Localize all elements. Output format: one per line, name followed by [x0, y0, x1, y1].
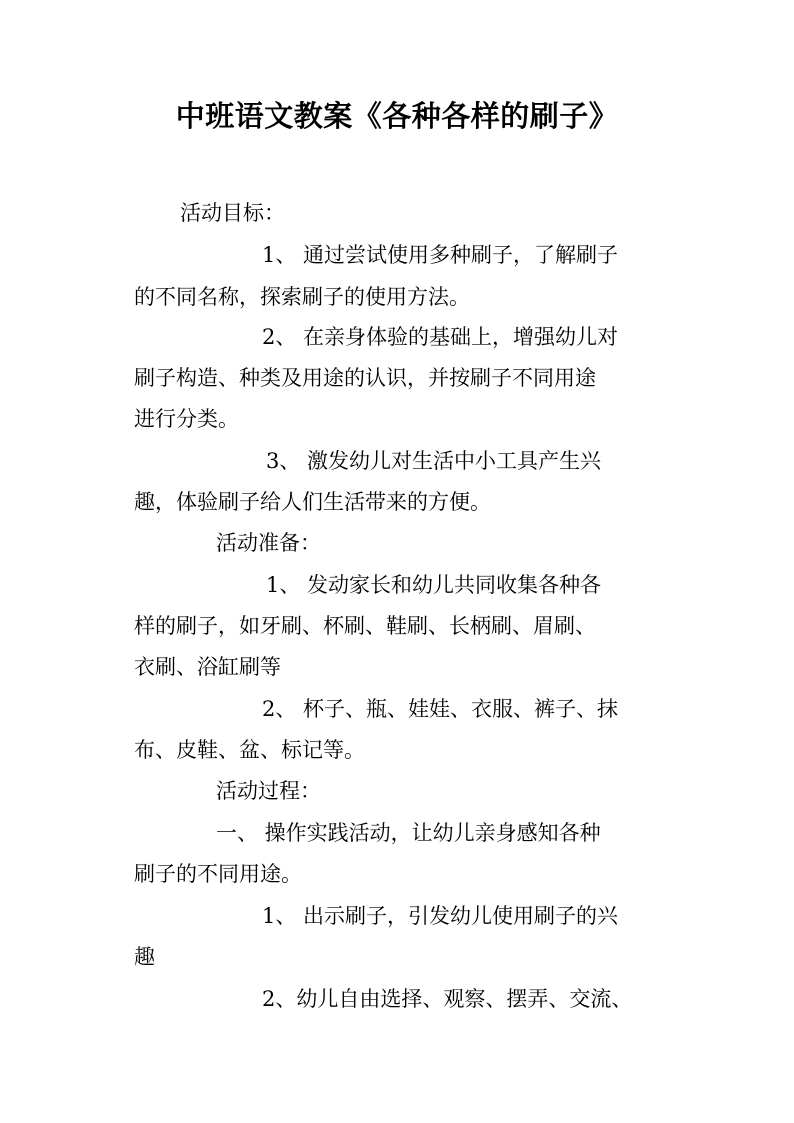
- paragraph-line: 2、 杯子、瓶、娃娃、衣服、裤子、抹: [262, 697, 619, 721]
- paragraph-line: 进行分类。: [134, 407, 239, 431]
- paragraph-line: 一、 操作实践活动，让幼儿亲身感知各种: [216, 821, 601, 845]
- paragraph-line: 刷子的不同用途。: [134, 862, 302, 886]
- paragraph-line: 布、皮鞋、盆、标记等。: [134, 738, 365, 762]
- paragraph-line: 1、 出示刷子，引发幼儿使用刷子的兴: [262, 904, 619, 928]
- paragraph-line: 1、 通过尝试使用多种刷子，了解刷子: [262, 243, 619, 267]
- heading-activity-preparation: 活动准备：: [216, 531, 321, 555]
- document-title: 中班语文教案《各种各样的刷子》: [175, 99, 619, 133]
- paragraph-line: 趣: [134, 945, 155, 969]
- heading-activity-process: 活动过程：: [216, 779, 321, 803]
- paragraph-line: 衣刷、浴缸刷等: [134, 655, 281, 679]
- paragraph-line: 2、 在亲身体验的基础上，增强幼儿对: [262, 325, 619, 349]
- paragraph-line: 3、 激发幼儿对生活中小工具产生兴: [266, 449, 602, 473]
- paragraph-line: 刷子构造、种类及用途的认识，并按刷子不同用途: [134, 366, 596, 390]
- paragraph-line: 的不同名称，探索刷子的使用方法。: [134, 285, 470, 309]
- paragraph-line: 样的刷子，如牙刷、杯刷、鞋刷、长柄刷、眉刷、: [134, 614, 596, 638]
- paragraph-line: 1、 发动家长和幼儿共同收集各种各: [266, 573, 602, 597]
- paragraph-line: 趣，体验刷子给人们生活带来的方便。: [134, 490, 491, 514]
- heading-activity-goals: 活动目标：: [180, 201, 285, 225]
- paragraph-line: 2、幼儿自由选择、观察、摆弄、交流、: [262, 987, 633, 1011]
